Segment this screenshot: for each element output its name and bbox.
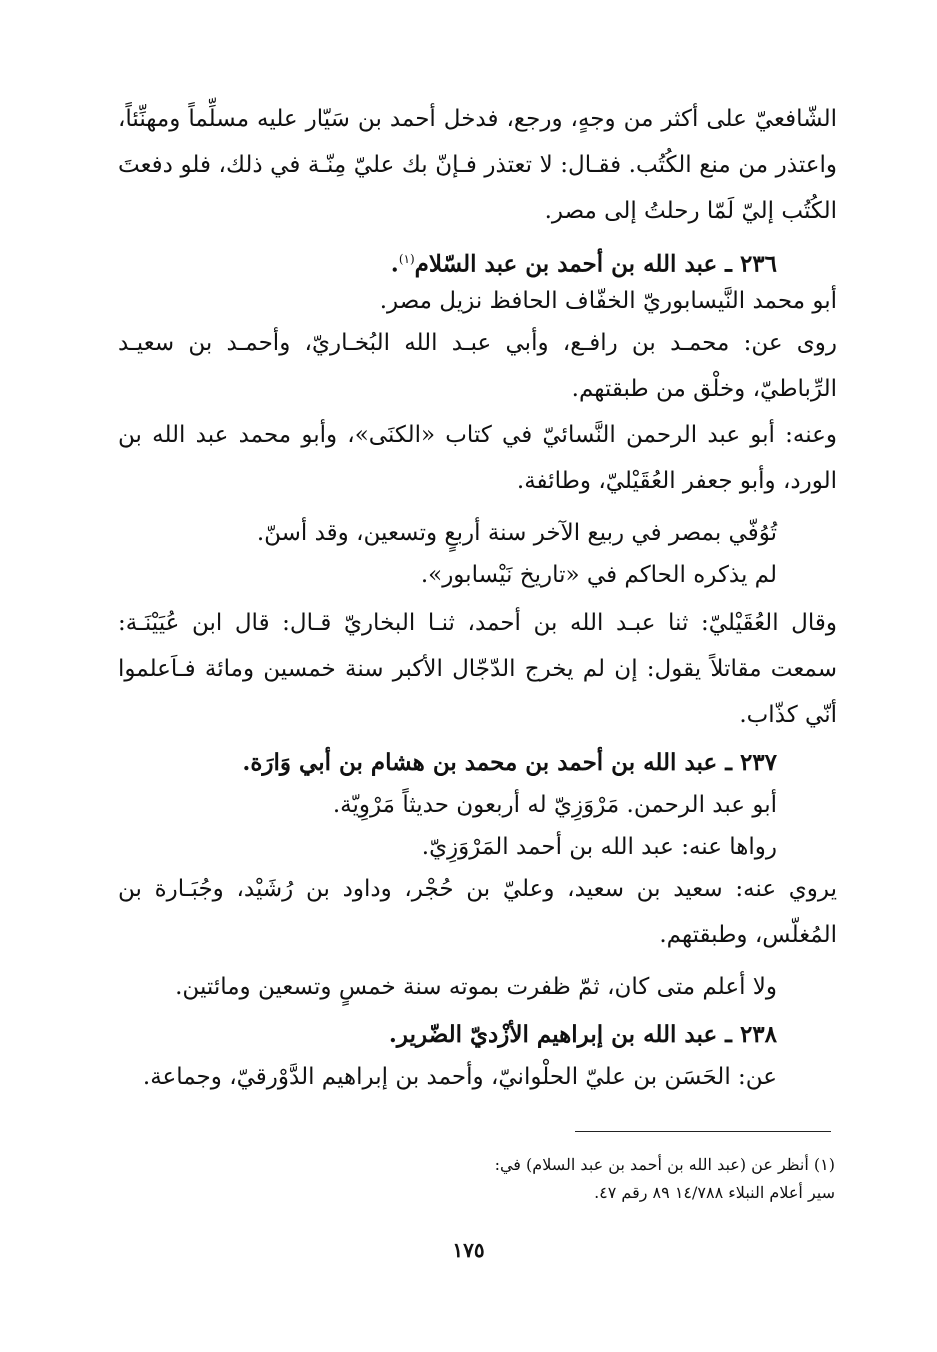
entry-237-title: ٢٣٧ ـ عبد الله بن أحمد بن محمد بن هشام بن أبي وَارَة. <box>242 749 777 776</box>
entry-237-yarwi: يروي عنه: سعيد بن سعيد، وعليّ بن حُجْر، وداود بن رُشَيْد، وجُبَـارة بن المُغلّس، وطبقتهم. <box>118 876 837 948</box>
entry-236-kunya: أبو محمد النَّيسابوريّ الخفّاف الحافظ نزيل مصر. <box>379 288 837 314</box>
page-number: ١٧٥ <box>452 1238 485 1262</box>
footnote-line-1: (١) أنظر عن (عبد الله بن أحمد بن عبد السلام) في: <box>494 1155 835 1174</box>
entry-236-hakim: لم يذكره الحاكم في «تاريخ نَيْسابور». <box>420 562 777 588</box>
entry-236-rawa-an: روى عن: محمـد بن رافـع، وأبي عبـد الله البُخـاريّ، وأحمـد بن سعيـد الرِّباطيّ، وخلْق من طبقتهم. <box>118 330 837 402</box>
footnote-separator <box>575 1131 831 1132</box>
entry-236-death: تُوُفّي بمصر في ربيع الآخر سنة أربعٍ وتسعين، وقد أسنّ. <box>256 520 777 546</box>
entry-237-kunya: أبو عبد الرحمن. مَرْوَزِيّ له أربعون حديثاً مَرْوِيّة. <box>332 792 777 818</box>
entry-238-an: عن: الحَسَن بن عليّ الحلْوانيّ، وأحمد بن إبراهيم الدَّوْرقيّ، وجماعة. <box>142 1064 777 1090</box>
entry-237-rawaha: رواها عنه: عبد الله بن أحمد المَرْوَزِيّ. <box>421 834 777 860</box>
entry-236-uqayli: وقال العُقَيْليّ: ثنا عبـد الله بن أحمد، ثنـا البخاريّ قـال: قال ابن عُيَيْنَـة: سمعت مقاتلاً يقول: إن لم يخرج الدّجّال الأكبر سنة خمسين ومائة فـاَعلموا أنّي كذّاب. <box>118 610 837 728</box>
entry-236-anhu: وعنه: أبو عبد الرحمن النَّسائيّ في كتاب «الكنَى»، وأبو محمد عبد الله بن الورد، وأبو جعفر العُقَيْليّ، وطائفة. <box>118 422 837 494</box>
footnote-line-2: سير أعلام النبلاء ١٤/٧٨٨ ٨٩ رقم ٤٧. <box>594 1183 835 1202</box>
entry-236-title-text: ٢٣٦ ـ عبد الله بن أحمد بن عبد السّلام <box>414 250 777 278</box>
footnote-marker[interactable]: (١) <box>398 252 415 266</box>
entry-236-title-end: . <box>390 250 399 278</box>
paragraph-continued: الشّافعيّ على أكثر من وجهٍ، ورجع، فدخل أحمد بن سَيّار عليه مسلِّماً ومهنِّئاً، واعتذر من منع الكُتُب. فقـال: لا تعتذر فـإنّ بك عليّ مِنّـة في ذلك، فلو دفعتَ الكُتُب إليّ لَمّا رحلتُ إلى مصر. <box>118 106 837 224</box>
entry-237-death: ولا أعلم متى كان، ثمّ ظفرت بموته سنة خمسٍ وتسعين ومائتين. <box>175 974 777 1000</box>
entry-238-title: ٢٣٨ ـ عبد الله بن إبراهيم الأزْديّ الضّرير. <box>388 1021 777 1048</box>
